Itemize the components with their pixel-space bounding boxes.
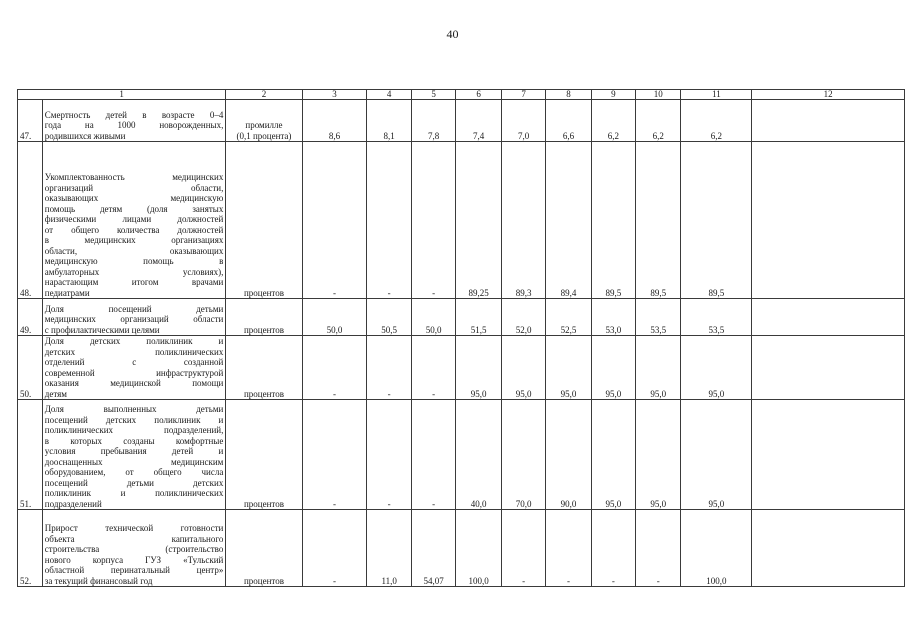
value-cell: 89,25 <box>456 142 502 299</box>
unit-of-measure <box>226 299 302 336</box>
indicator-name-line: года на 1000 новорожденных, <box>44 120 224 130</box>
unit-line: (0,1 процента) <box>236 130 292 141</box>
indicator-name <box>42 142 226 299</box>
value-cell: - <box>302 400 367 510</box>
row-number: 49. <box>18 299 43 336</box>
value-cell: 95,0 <box>636 400 681 510</box>
value-cell: - <box>367 336 411 400</box>
unit-line: процентов <box>243 324 284 335</box>
column-number-row <box>18 90 905 100</box>
indicator-name-line: дооснащенных медицинским <box>44 456 224 467</box>
column-header: 7 <box>501 90 545 100</box>
value-cell: - <box>501 510 545 587</box>
row-number: 48. <box>18 142 43 299</box>
value-cell: 6,2 <box>591 100 635 142</box>
indicator-name <box>42 510 226 587</box>
value-cell <box>752 336 905 400</box>
indicator-name <box>42 299 226 336</box>
indicator-name-line: строительства (строительство <box>44 544 224 554</box>
column-header: 4 <box>367 90 411 100</box>
indicator-name-line: медицинских организаций области <box>44 314 224 324</box>
indicator-name-line: от общего количества должностей <box>44 224 224 235</box>
column-header: 9 <box>591 90 635 100</box>
indicator-name <box>42 100 226 142</box>
unit-of-measure <box>226 400 302 510</box>
indicator-name-line: в медицинских организациях <box>44 235 224 245</box>
value-cell <box>752 142 905 299</box>
value-cell: 8,6 <box>302 100 367 142</box>
value-cell: 70,0 <box>501 400 545 510</box>
value-cell: 95,0 <box>681 336 752 400</box>
unit-of-measure <box>226 336 302 400</box>
indicator-name-line: областной перинатальный центр» <box>44 565 224 575</box>
row-number: 51. <box>18 400 43 510</box>
table-row <box>18 336 905 400</box>
indicator-name-line: педиатрами <box>44 287 90 298</box>
column-header: 3 <box>302 90 367 100</box>
value-cell: 95,0 <box>456 336 502 400</box>
value-cell: - <box>367 400 411 510</box>
value-cell: 6,2 <box>636 100 681 142</box>
row-number: 47. <box>18 100 43 142</box>
column-header: 12 <box>752 90 905 100</box>
value-cell: 7,0 <box>501 100 545 142</box>
value-cell: - <box>411 400 456 510</box>
value-cell: 95,0 <box>546 336 591 400</box>
value-cell: 89,5 <box>636 142 681 299</box>
value-cell: 54,07 <box>411 510 456 587</box>
indicator-name-line: Доля детских поликлиник и <box>44 336 224 346</box>
column-header: 6 <box>456 90 502 100</box>
value-cell: 40,0 <box>456 400 502 510</box>
column-header: 1 <box>18 90 226 100</box>
indicator-name-line: Смертность детей в возрасте 0–4 <box>44 109 224 120</box>
value-cell <box>752 100 905 142</box>
value-cell: - <box>411 142 456 299</box>
indicator-name-line: посещений детьми детских <box>44 477 224 488</box>
indicator-name-line: посещений детских поликлиник и <box>44 414 224 425</box>
value-cell: 50,0 <box>302 299 367 336</box>
indicator-name-line: объекта капитального <box>44 533 224 544</box>
indicator-name-line: современной инфраструктурой <box>44 367 224 378</box>
value-cell <box>752 299 905 336</box>
table-row <box>18 100 905 142</box>
unit-line: промилле <box>245 120 283 130</box>
table-row <box>18 142 905 299</box>
value-cell: - <box>591 510 635 587</box>
unit-line: процентов <box>243 498 284 509</box>
indicator-name-line: условия пребывания детей и <box>44 446 224 456</box>
value-cell: - <box>636 510 681 587</box>
value-cell: 95,0 <box>591 400 635 510</box>
value-cell: 100,0 <box>456 510 502 587</box>
value-cell: 100,0 <box>681 510 752 587</box>
value-cell: 8,1 <box>367 100 411 142</box>
unit-line: процентов <box>243 388 284 399</box>
table-row <box>18 400 905 510</box>
indicator-name-line: поликлиник и поликлинических <box>44 488 224 498</box>
table-row <box>18 510 905 587</box>
indicator-name-line: с профилактическими целями <box>44 324 160 335</box>
value-cell: - <box>411 336 456 400</box>
row-number: 50. <box>18 336 43 400</box>
indicator-name-line: Доля посещений детьми <box>44 303 224 314</box>
value-cell: 95,0 <box>501 336 545 400</box>
indicator-name-line: амбулаторных условиях), <box>44 266 224 277</box>
value-cell: 11,0 <box>367 510 411 587</box>
indicator-name <box>42 400 226 510</box>
indicator-name-line: организаций области, <box>44 182 224 193</box>
indicator-name-line: поликлинических подразделений, <box>44 425 224 435</box>
indicator-name-line: помощь детям (доля занятых <box>44 203 224 214</box>
value-cell: 89,5 <box>591 142 635 299</box>
indicator-name-line: детям <box>44 388 68 399</box>
indicator-name-line: оказания медицинской помощи <box>44 378 224 388</box>
value-cell: 89,4 <box>546 142 591 299</box>
column-header: 5 <box>411 90 456 100</box>
indicator-name-line: нарастающим итогом врачами <box>44 277 224 287</box>
column-header: 11 <box>681 90 752 100</box>
indicator-name-line: подразделений <box>44 498 102 509</box>
unit-line: процентов <box>243 575 284 586</box>
column-header: 2 <box>226 90 302 100</box>
column-header: 10 <box>636 90 681 100</box>
indicator-name-line: Доля выполненных детьми <box>44 404 224 414</box>
indicator-name-line: в которых созданы комфортные <box>44 435 224 446</box>
value-cell: 7,4 <box>456 100 502 142</box>
value-cell: 50,5 <box>367 299 411 336</box>
value-cell: 89,5 <box>681 142 752 299</box>
value-cell: 53,5 <box>636 299 681 336</box>
unit-of-measure <box>226 142 302 299</box>
value-cell: 89,3 <box>501 142 545 299</box>
value-cell: 53,0 <box>591 299 635 336</box>
value-cell: 52,5 <box>546 299 591 336</box>
indicator-name-line: за текущий финансовый год <box>44 575 153 586</box>
indicator-name-line: нового корпуса ГУЗ «Тульский <box>44 554 224 565</box>
value-cell: - <box>546 510 591 587</box>
indicator-name-line: оборудованием, от общего числа <box>44 467 224 477</box>
value-cell: 90,0 <box>546 400 591 510</box>
indicator-name-line: детских поликлинических <box>44 346 224 357</box>
value-cell: 53,5 <box>681 299 752 336</box>
value-cell: - <box>302 510 367 587</box>
indicator-name-line: Прирост технической готовности <box>44 523 224 533</box>
value-cell: - <box>302 142 367 299</box>
indicators-table <box>17 89 905 587</box>
unit-line: процентов <box>243 287 284 298</box>
value-cell: 50,0 <box>411 299 456 336</box>
column-header: 8 <box>546 90 591 100</box>
value-cell <box>752 400 905 510</box>
indicator-name-line: оказывающих медицинскую <box>44 193 224 203</box>
value-cell: - <box>367 142 411 299</box>
value-cell: - <box>302 336 367 400</box>
page-number: 40 <box>446 27 459 41</box>
value-cell: 52,0 <box>501 299 545 336</box>
indicator-name-line: отделений с созданной <box>44 357 224 367</box>
indicator-name-line: Укомплектованность медицинских <box>44 172 224 182</box>
row-number: 52. <box>18 510 43 587</box>
indicator-name-line: области, оказывающих <box>44 245 224 256</box>
value-cell: 7,8 <box>411 100 456 142</box>
value-cell: 95,0 <box>636 336 681 400</box>
unit-of-measure <box>226 100 302 142</box>
indicator-name-line: физическими лицами должностей <box>44 214 224 224</box>
value-cell: 95,0 <box>591 336 635 400</box>
indicator-name-line: родившихся живыми <box>44 130 126 141</box>
value-cell: 51,5 <box>456 299 502 336</box>
indicator-name-line: медицинскую помощь в <box>44 256 224 266</box>
unit-of-measure <box>226 510 302 587</box>
value-cell <box>752 510 905 587</box>
indicator-name <box>42 336 226 400</box>
table-row <box>18 299 905 336</box>
value-cell: 95,0 <box>681 400 752 510</box>
value-cell: 6,6 <box>546 100 591 142</box>
value-cell: 6,2 <box>681 100 752 142</box>
